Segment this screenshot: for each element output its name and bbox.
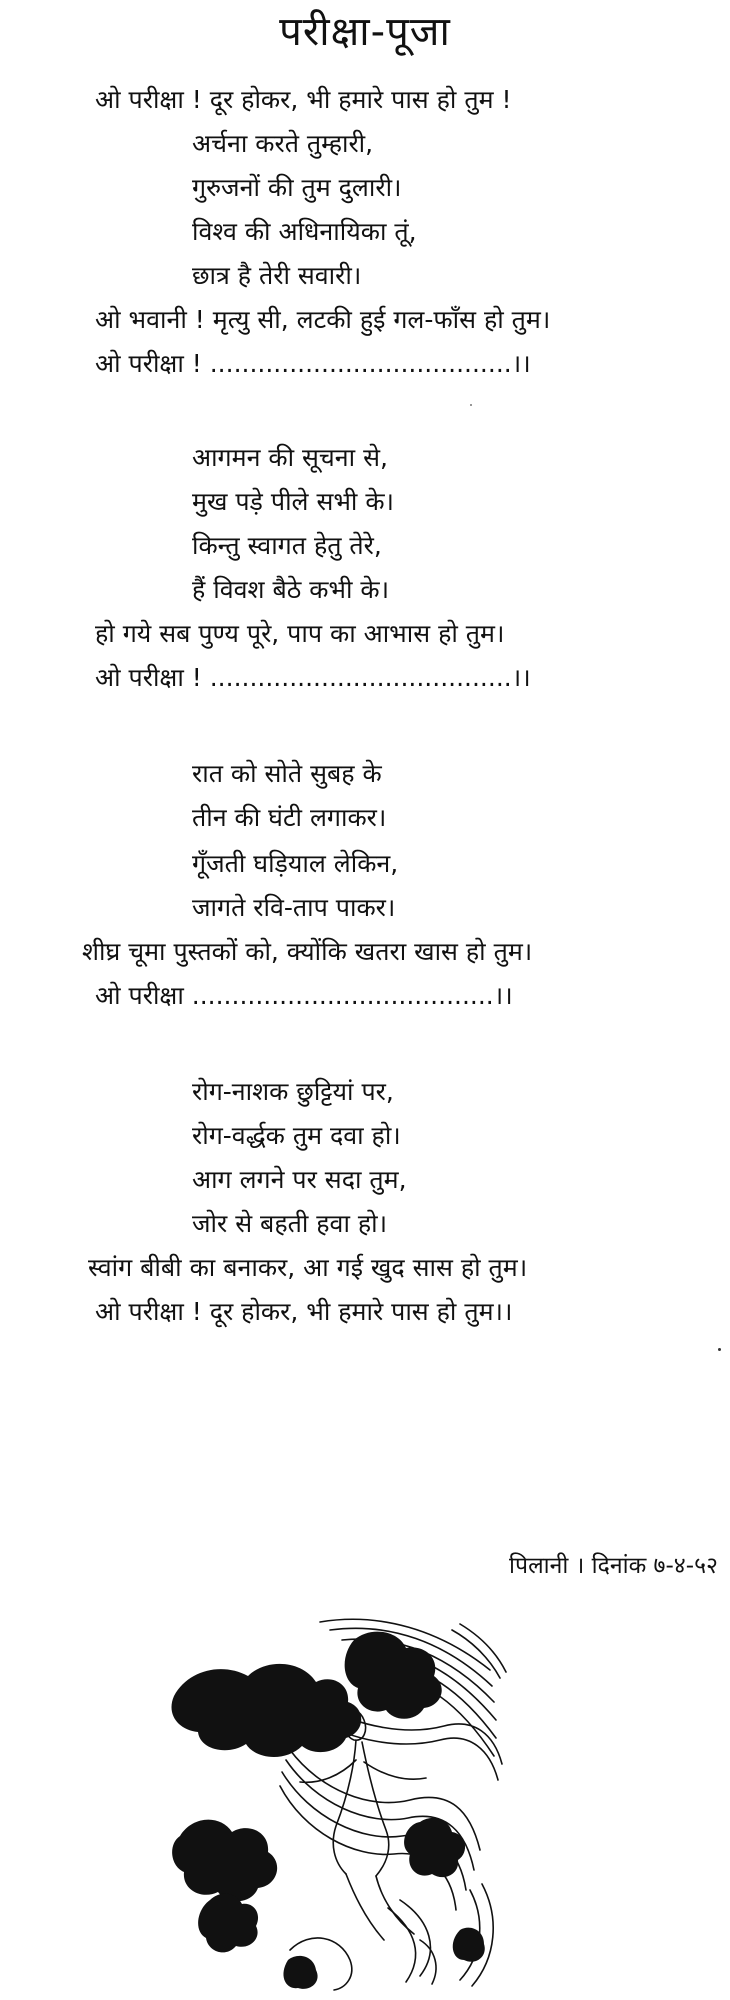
poem-line: अर्चना करते तुम्हारी,: [192, 129, 374, 158]
poem-line: रात को सोते सुबह के: [192, 759, 382, 788]
poem-line: जागते रवि-ताप पाकर।: [192, 893, 396, 922]
poem-line: स्वांग बीबी का बनाकर, आ गई खुद सास हो तुम।: [88, 1253, 528, 1282]
poem-line: रोग-वर्द्धक तुम दवा हो।: [192, 1121, 401, 1150]
poem-line: विश्व की अधिनायिका तूं,: [192, 217, 417, 246]
poem-line: किन्तु स्वागत हेतु तेरे,: [192, 531, 382, 560]
poem-line: शीघ्र चूमा पुस्तकों को, क्योंकि खतरा खास हो तुम।: [82, 937, 533, 966]
poem-line: हो गये सब पुण्य पूरे, पाप का आभास हो तुम।: [95, 619, 505, 648]
poem-line: ओ परीक्षा ! ......................................।।: [95, 663, 531, 692]
poem-line: जोर से बहती हवा हो।: [192, 1209, 388, 1238]
poem-line: रोग-नाशक छुट्टियां पर,: [192, 1077, 394, 1106]
poem-line: ओ भवानी ! मृत्यु सी, लटकी हुई गल-फाँस हो तुम।: [95, 305, 551, 334]
poem-line: हैं विवश बैठे कभी के।: [192, 575, 390, 604]
poem-line: आगमन की सूचना से,: [192, 443, 388, 472]
poem-line: ओ परीक्षा ! दूर होकर, भी हमारे पास हो तुम !: [95, 85, 512, 114]
ink-speck: [470, 404, 472, 406]
poem-line: गुरुजनों की तुम दुलारी।: [192, 173, 402, 202]
poem-line: गूँजती घड़ियाल लेकिन,: [192, 849, 399, 878]
ink-illustration: [170, 1600, 530, 1992]
poem-line: ओ परीक्षा ! दूर होकर, भी हमारे पास हो तुम।।: [95, 1297, 513, 1326]
place-date-line: पिलानी । दिनांक ७-४-५२: [509, 1553, 718, 1579]
ink-speck: [718, 1348, 721, 1351]
poem-line: आग लगने पर सदा तुम,: [192, 1165, 407, 1194]
poem-line: ओ परीक्षा ......................................।।: [95, 981, 513, 1010]
poem-line: ओ परीक्षा ! ......................................।।: [95, 349, 531, 378]
poem-line: तीन की घंटी लगाकर।: [192, 803, 387, 832]
poem-line: मुख पड़े पीले सभी के।: [192, 487, 395, 516]
poem-line: छात्र है तेरी सवारी।: [192, 261, 362, 290]
poem-title: परीक्षा-पूजा: [279, 9, 451, 55]
